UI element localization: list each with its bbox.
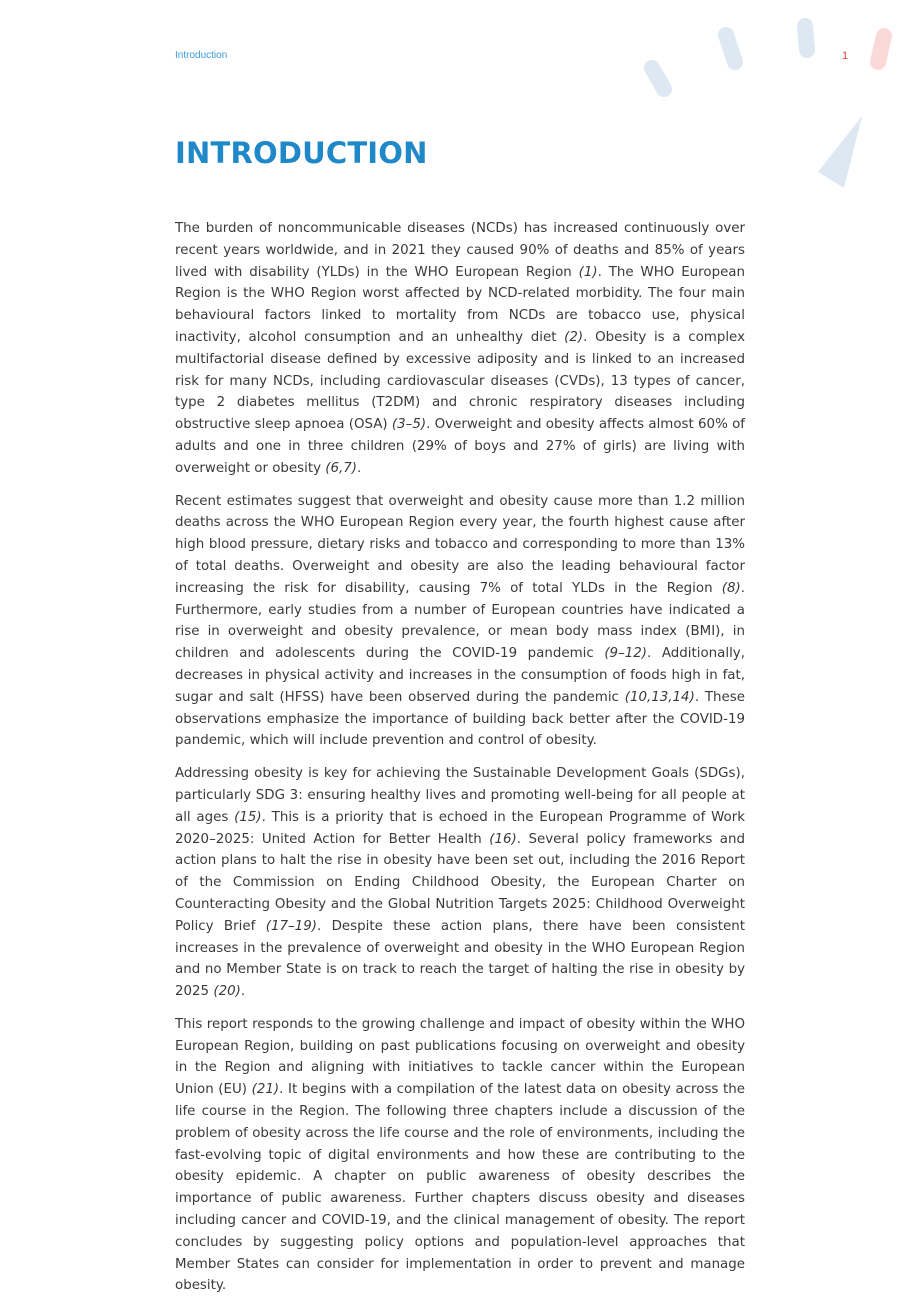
citation: (6,7) [325, 460, 358, 476]
citation: (20) [213, 984, 241, 1000]
citation: (9–12) [604, 646, 648, 662]
citation: (15) [234, 809, 262, 825]
text-run: . Several policy frameworks and action plans to halt the rise in obesity have been set out, including the 2016 Report of the Commission on Ending Childhood Obesity, the European Charter on Counteracting Obesity and the Global Nutrition Targets 2025: Childhood Overweight Policy Brief [175, 831, 745, 934]
citation: (1) [578, 264, 598, 280]
text-run: . [357, 460, 362, 476]
citation: (21) [251, 1082, 280, 1098]
deco-pill-4 [878, 36, 884, 62]
text-run: . It begins with a compilation of the latest data on obesity across the life course in the Region. The following three chapters include a discussion of the problem of obesity across the life course and the role of environments, including the fast-evolving topic of digital environments and how these are contributing to the obesity epidemic. A chapter on public awareness of obesity describes the importance of public awareness. Further chapters discuss obesity and diseases including cancer and COVID-19, and the clinical management of obesity. The report concludes by suggesting policy options and population-level approaches that Member States can consider for implementation in order to prevent and manage obesity. [175, 1082, 745, 1294]
citation: (10,13,14) [624, 689, 695, 705]
body-text [175, 218, 745, 1308]
text-run: . Despite these action plans, there have been consistent increases in the prevalence of overweight and obesity in the WHO European Region and no Member State is on track to reach the target of halting the rise in obesity by 2025 [175, 918, 745, 1000]
citation: (8) [721, 580, 741, 596]
deco-pill-3 [805, 26, 807, 50]
deco-triangle [818, 116, 862, 188]
text-run: . These observations emphasize the importance of building back better after the COVID-19 pandemic, which will include prevention and control of obesity. [175, 689, 745, 749]
citation: (16) [489, 831, 517, 847]
page-title: INTRODUCTION [175, 136, 428, 170]
paragraph-1 [175, 218, 745, 480]
text-run: . [240, 984, 246, 1000]
text-run: This report responds to the growing challenge and impact of obesity within the WHO European Region, building on past publications focusing on overweight and obesity in the Region and aligning with initiatives to tackle cancer within the European Union (EU) [175, 1016, 745, 1098]
text-run: . Obesity is a complex multifactorial disease defined by excessive adiposity and is linked to an increased risk for many NCDs, including cardiovascular diseases (CVDs), 13 types of cancer, type 2 diabetes mellitus (T2DM) and chronic respiratory diseases including obstructive sleep apnoea (OSA) [175, 329, 745, 433]
citation: (2) [564, 329, 584, 345]
deco-pill-1 [652, 68, 664, 89]
paragraph-3 [175, 763, 745, 1003]
paragraph-2 [175, 491, 745, 753]
deco-pill-2 [726, 35, 735, 62]
citation: (17–19) [265, 918, 317, 934]
text-run: Addressing obesity is key for achieving the Sustainable Development Goals (SDGs), particularly SDG 3: ensuring healthy lives and promoting well-being for all people at all ages [175, 766, 745, 825]
text-run: Recent estimates suggest that overweight and obesity cause more than 1.2 million deaths across the WHO European Region every year, the fourth highest cause after high blood pressure, dietary risks and tobacco and corresponding to more than 13% of total deaths. Overweight and obesity are also the leading behavioural factor increasing the risk for disability, causing 7% of total YLDs in the Region [175, 493, 745, 596]
text-run: . This is a priority that is echoed in the European Programme of Work 2020–2025: United Action for Better Health [175, 809, 745, 847]
text-run: . The WHO European Region is the WHO Region worst affected by NCD-related morbidity. The four main behavioural factors linked to mortality from NCDs are tobacco use, physical inactivity, alcohol consumption and an unhealthy diet [175, 264, 745, 345]
running-head: Introduction [175, 50, 228, 61]
page-number: 1 [842, 50, 849, 62]
citation: (3–5) [391, 417, 427, 433]
text-run: . Overweight and obesity affects almost 60% of adults and one in three children (29% of boys and 27% of girls) are living with overweight or obesity [175, 417, 745, 476]
pill-dots-icon [600, 0, 920, 200]
text-run: . Furthermore, early studies from a number of European countries have indicated a rise in overweight and obesity prevalence, or mean body mass index (BMI), in children and adolescents during the COVID-19 pandemic [175, 580, 745, 662]
paragraph-4 [175, 1014, 745, 1297]
text-run: . Additionally, decreases in physical activity and increases in the consumption of foods high in fat, sugar and salt (HFSS) have been observed during the pandemic [175, 646, 745, 705]
text-run: The burden of noncommunicable diseases (NCDs) has increased continuously over recent years worldwide, and in 2021 they caused 90% of deaths and 85% of years lived with disability (YLDs) in the WHO European Region [175, 221, 745, 280]
